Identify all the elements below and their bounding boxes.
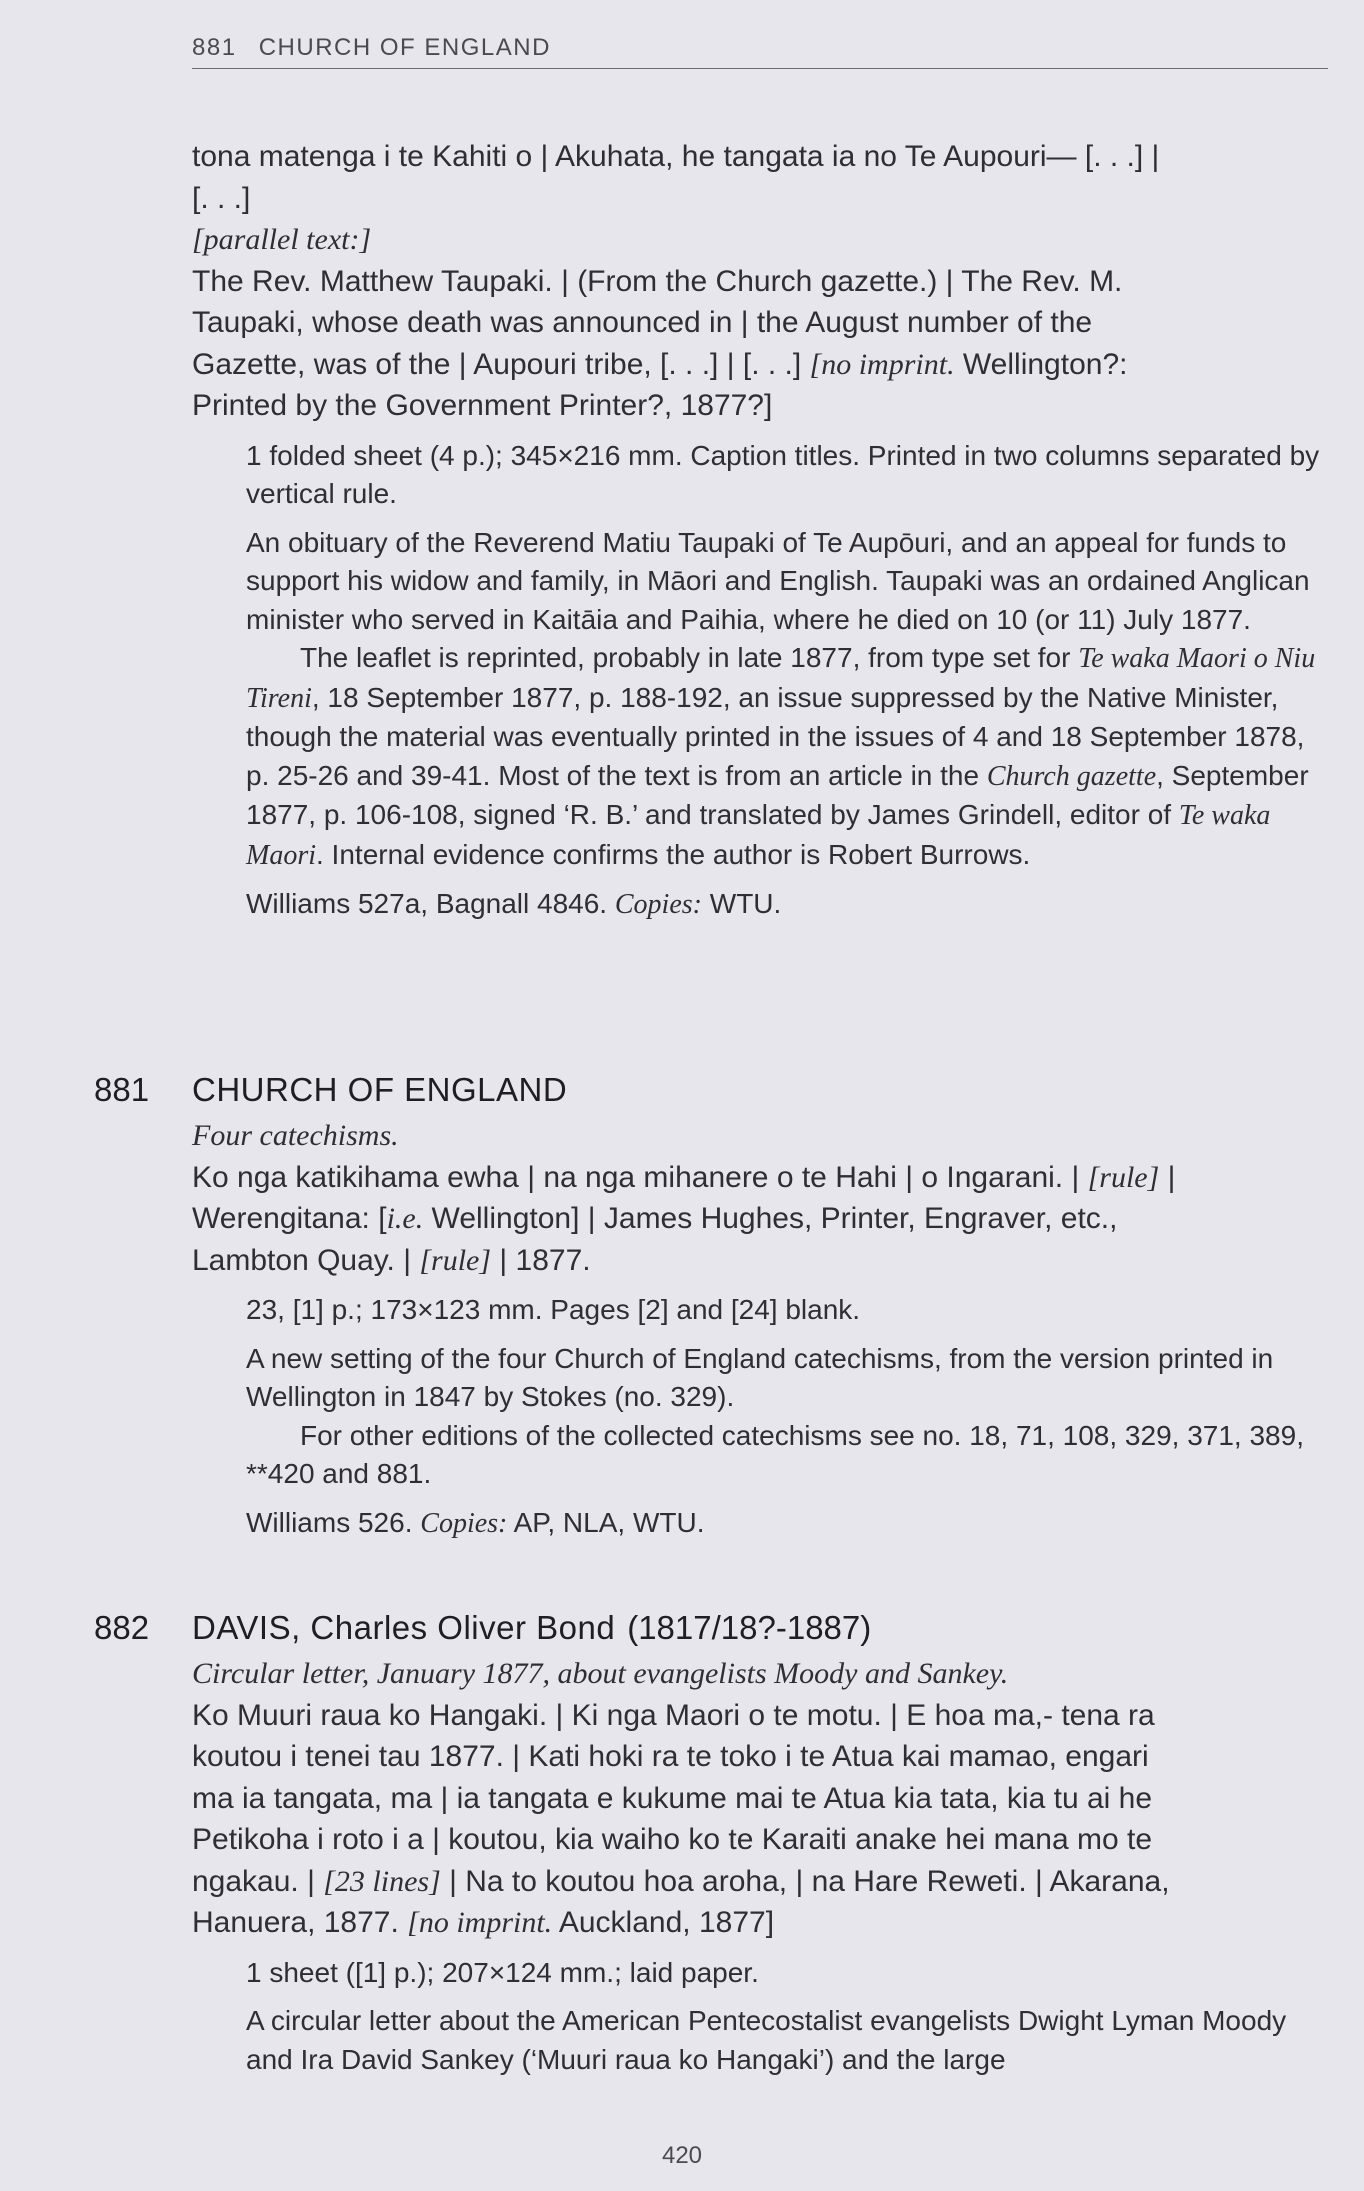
title-text: ngakau. | <box>192 1864 324 1898</box>
copies-label: Copies: <box>614 889 702 920</box>
rule-mark: [rule] <box>1087 1160 1160 1194</box>
title-text: Auckland, 1877] <box>552 1906 775 1939</box>
title-line: koutou i tenei tau 1877. | Kati hoki ra te toko i te Atua kai mamao, engari <box>192 1740 1149 1773</box>
title-line <box>192 1861 1328 1903</box>
entry-heading: DAVIS, Charles Oliver Bond <box>192 1609 616 1646</box>
title-line: Petikoha i roto i a | koutou, kia waiho ko te Karaiti anake hei mana mo te <box>192 1823 1152 1856</box>
entry-882-body <box>192 1653 1328 2079</box>
title-text: Wellington] | James Hughes, Printer, Engraver, etc., <box>423 1202 1118 1235</box>
physical-description: 1 sheet ([1] p.); 207×124 mm.; laid paper. <box>246 1956 759 1988</box>
references <box>246 1504 1328 1544</box>
note-paragraph: A circular letter about the American Pentecostalist evangelists Dwight Lyman Moody and Ira David Sankey (‘Muuri raua ko Hangaki’) and the large <box>246 2005 1287 2075</box>
entry-number: 881 <box>94 1071 150 1108</box>
title-line: Ko Muuri raua ko Hangaki. | Ki nga Maori o te motu. | E hoa ma,- tena ra <box>192 1698 1155 1732</box>
uniform-title: Four catechisms. <box>192 1119 399 1152</box>
uniform-title: Circular letter, January 1877, about evangelists Moody and Sankey. <box>192 1657 1009 1690</box>
note-italic: Te waka Maori <box>246 800 1271 871</box>
title-text: | 1877. <box>491 1243 591 1277</box>
title-text: | Na to koutou hoa aroha, | na Hare Reweti. | Akarana, <box>440 1864 1170 1898</box>
title-line <box>192 1198 1328 1240</box>
lines-mark: [23 lines] <box>323 1864 441 1898</box>
title-line <box>192 344 1328 386</box>
references <box>246 885 1328 925</box>
physical-description: 1 folded sheet (4 p.); 345×216 mm. Caption titles. Printed in two columns separated by vertical rule. <box>246 439 1320 509</box>
entry-882-heading <box>94 1606 1334 1650</box>
rule-mark: [rule] <box>419 1243 492 1277</box>
note-text: , 18 September 1877, p. 188-192, an issue suppressed by the Native Minister, though the material was eventually printed in the issues of 4 and 18 September 1878, p. 25-26 and 39-41. Most of the text is from an article in the <box>246 681 1305 791</box>
title-line <box>192 1902 1328 1944</box>
copies-text: WTU. <box>701 888 782 919</box>
parallel-text-label: [parallel text:] <box>192 223 372 256</box>
entry-880-continuation <box>192 136 1328 925</box>
title-line: tona matenga i te Kahiti o | Akuhata, he tangata ia no Te Aupouri— [. . .] | <box>192 140 1160 173</box>
title-text: Ko nga katikihama ewha | na nga mihanere o te Hahi | o Ingarani. | <box>192 1160 1088 1194</box>
entry-dates: (1817/18?-1887) <box>627 1609 872 1646</box>
title-line: [. . .] <box>192 181 251 215</box>
no-imprint: [no imprint. <box>809 347 955 381</box>
physical-description: 23, [1] p.; 173×123 mm. Pages [2] and [24] blank. <box>246 1294 861 1325</box>
copies-label: Copies: <box>420 1507 508 1539</box>
note-text: , September 1877, p. 106-108, signed ‘R. B.’ and translated by James Grindell, editor of <box>246 759 1309 830</box>
ref-text: Williams 527a, Bagnall 4846. <box>246 888 615 919</box>
running-header <box>192 34 1328 69</box>
title-line: Printed by the Government Printer?, 1877?] <box>192 389 773 422</box>
title-text: | <box>1159 1160 1176 1194</box>
no-imprint: [no imprint. <box>407 1906 553 1939</box>
title-text: Lambton Quay. | <box>192 1243 420 1277</box>
title-text: Gazette, was of the | Aupouri tribe, [. . .] | [. . .] <box>192 347 802 381</box>
copies-text: AP, NLA, WTU. <box>507 1506 705 1538</box>
title-text: Werengitana: [ <box>192 1202 387 1235</box>
page-folio: 420 <box>661 2142 703 2169</box>
note-paragraph: A new setting of the four Church of England catechisms, from the version printed in Wellington in 1847 by Stokes (no. 329). <box>246 1342 1274 1412</box>
note-text: The leaflet is reprinted, probably in late 1877, from type set for <box>300 642 1079 673</box>
title-line: Taupaki, whose death was announced in | the August number of the <box>192 306 1093 339</box>
entry-number: 882 <box>94 1609 150 1646</box>
header-page-number: 881 <box>192 34 237 61</box>
note-paragraph: An obituary of the Reverend Matiu Taupaki of Te Aupōuri, and an appeal for funds to support his widow and family, in Māori and English. Taupaki was an ordained Anglican minister who served in Kaitāia and Paihia, where he died on 10 (or 11) July 1877. <box>246 526 1310 635</box>
note-italic: Te waka Maori o Niu Tireni <box>246 643 1316 714</box>
title-line: ma ia tangata, ma | ia tangata e kukume mai te Atua kia tata, kia tu ai he <box>192 1781 1153 1815</box>
title-line <box>192 1240 1328 1282</box>
entry-881-body <box>192 1115 1328 1543</box>
ie-mark: i.e. <box>386 1202 424 1235</box>
entry-881-heading <box>94 1068 1334 1112</box>
title-line: The Rev. Matthew Taupaki. | (From the Church gazette.) | The Rev. M. <box>192 264 1123 298</box>
title-line <box>192 1157 1328 1199</box>
note-paragraph: For other editions of the collected catechisms see no. 18, 71, 108, 329, 371, 389, **420 and 881. <box>246 1419 1304 1489</box>
header-running-title: CHURCH OF ENGLAND <box>258 34 551 61</box>
ref-text: Williams 526. <box>246 1506 421 1538</box>
note-text: . Internal evidence confirms the author is Robert Burrows. <box>316 838 1031 870</box>
note-italic: Church gazette <box>986 760 1157 792</box>
imprint-place: Wellington?: <box>954 347 1128 381</box>
entry-heading: CHURCH OF ENGLAND <box>192 1071 568 1108</box>
title-text: Hanuera, 1877. <box>192 1906 408 1939</box>
note-paragraph <box>246 639 1328 875</box>
